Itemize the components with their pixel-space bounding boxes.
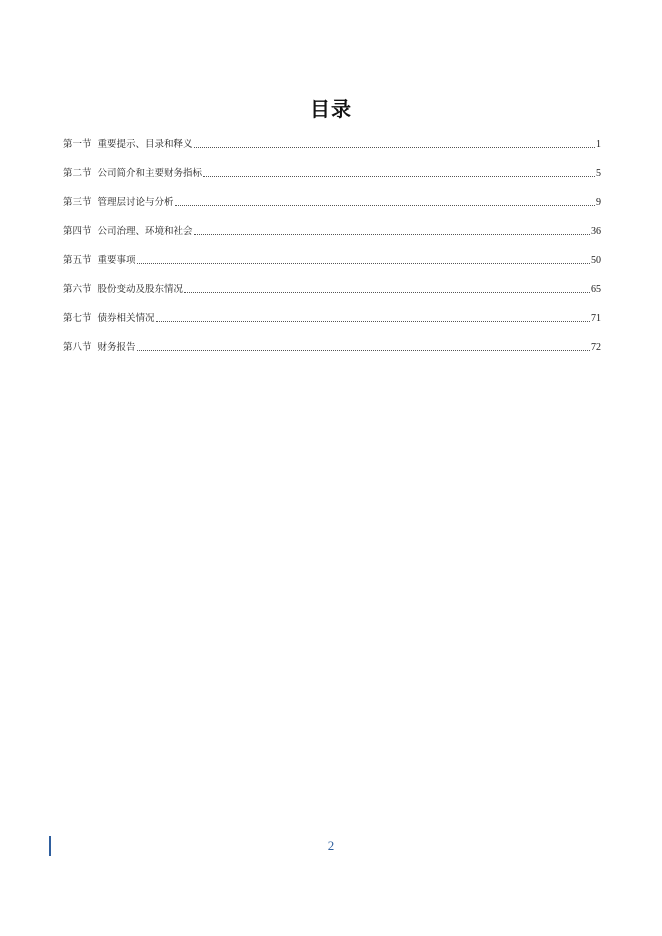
toc-entry[interactable] [63,267,601,296]
toc-section-title: 公司治理、环境和社会 [97,226,193,237]
toc-entry[interactable] [63,122,601,151]
toc-section-number: 第一节 [63,139,92,150]
toc-section-number: 第七节 [63,313,92,324]
toc-page-number: 71 [591,313,601,324]
toc-section-title: 债券相关情况 [97,313,155,324]
toc-section-number: 第五节 [63,255,92,266]
toc-dot-leader [203,175,595,177]
toc-dot-leader [184,291,590,293]
toc-dot-leader [156,320,590,322]
toc-entry[interactable] [63,180,601,209]
toc-page-number: 36 [591,226,601,237]
toc-dot-leader [137,349,590,351]
toc-page-number: 5 [596,168,601,179]
toc-section-title: 公司简介和主要财务指标 [97,168,203,179]
toc-page-number: 65 [591,284,601,295]
toc-section-number: 第三节 [63,197,92,208]
table-of-contents [63,122,601,354]
toc-section-title: 重要提示、目录和释义 [97,139,193,150]
toc-entry[interactable] [63,151,601,180]
toc-section-title: 财务报告 [97,342,136,353]
toc-page-number: 9 [596,197,601,208]
toc-section-number: 第八节 [63,342,92,353]
toc-page-number: 1 [596,139,601,150]
toc-dot-leader [137,262,590,264]
page-number: 2 [327,838,335,853]
toc-entry[interactable] [63,209,601,238]
toc-entry[interactable] [63,296,601,325]
page-title: 目录 [310,97,352,121]
toc-entry[interactable] [63,238,601,267]
toc-section-title: 股份变动及股东情况 [97,284,184,295]
toc-entry[interactable] [63,325,601,354]
toc-dot-leader [175,204,595,206]
toc-dot-leader [194,146,595,148]
toc-section-number: 第二节 [63,168,92,179]
toc-section-number: 第四节 [63,226,92,237]
toc-section-title: 管理层讨论与分析 [97,197,174,208]
toc-page-number: 72 [591,342,601,353]
toc-page-number: 50 [591,255,601,266]
toc-section-title: 重要事项 [97,255,136,266]
toc-section-number: 第六节 [63,284,92,295]
toc-dot-leader [194,233,590,235]
